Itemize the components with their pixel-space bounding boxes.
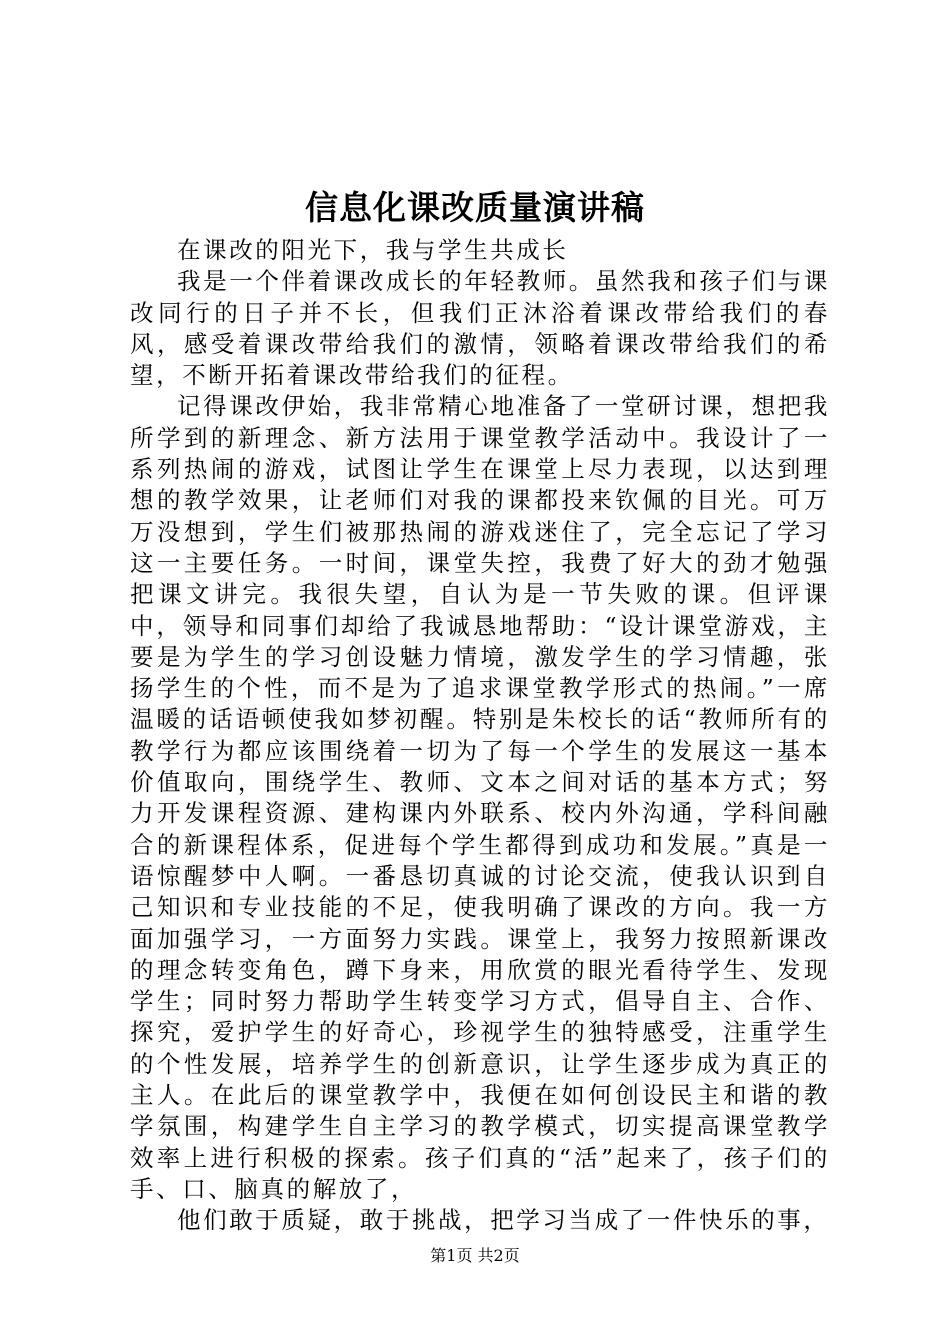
paragraph-intro: 我是一个伴着课改成长的年轻教师。虽然我和孩子们与课改同行的日子并不长，但我们正沐浴着课改带给我们的春风，感受着课改带给我们的激情，领略着课改带给我们的希望，不断开拓着课改带给我们的征程。 xyxy=(130,267,830,390)
paragraph-subtitle: 在课改的阳光下，我与学生共成长 xyxy=(177,236,569,264)
page-footer: 第1页 共2页 xyxy=(430,1246,520,1265)
document-body xyxy=(130,235,830,1237)
paragraph-main: 记得课改伊始，我非常精心地准备了一堂研讨课，想把我所学到的新理念、新方法用于课堂教学活动中。我设计了一系列热闹的游戏，试图让学生在课堂上尽力表现，以达到理想的教学效果，让老师们对我的课都投来钦佩的目光。可万万没想到，学生们被那热闹的游戏迷住了，完全忘记了学习这一主要任务。一时间，课堂失控，我费了好大的劲才勉强把课文讲完。我很失望，自认为是一节失败的课。但评课中，领导和同事们却给了我诚恳地帮助：“设计课堂游戏，主要是为学生的学习创设魅力情境，激发学生的学习情趣，张扬学生的个性，而不是为了追求课堂教学形式的热闹。”一席温暖的话语顿使我如梦初醒。特别是朱校长的话“教师所有的教学行为都应该围绕着一切为了每一个学生的发展这一基本价值取向，围绕学生、教师、文本之间对话的基本方式；努力开发课程资源、建构课内外联系、校内外沟通，学科间融合的新课程体系，促进每个学生都得到成功和发展。”真是一语惊醒梦中人啊。一番恳切真诚的讨论交流，使我认识到自己知识和专业技能的不足，使我明确了课改的方向。我一方面加强学习，一方面努力实践。课堂上，我努力按照新课改的理念转变角色，蹲下身来，用欣赏的眼光看待学生、发现学生；同时努力帮助学生转变学习方式，倡导自主、合作、探究，爱护学生的好奇心，珍视学生的独特感受，注重学生的个性发展，培养学生的创新意识，让学生逐步成为真正的主人。在此后的课堂教学中，我便在如何创设民主和谐的教学氛围，构建学生自主学习的教学模式，切实提高课堂教学效率上进行积极的探索。孩子们真的“活”起来了，孩子们的手、口、脑真的解放了， xyxy=(130,392,830,1203)
document-title: 信息化课改质量演讲稿 xyxy=(305,188,645,227)
paragraph-continued: 他们敢于质疑，敢于挑战，把学习当成了一件快乐的事， xyxy=(177,1206,830,1235)
